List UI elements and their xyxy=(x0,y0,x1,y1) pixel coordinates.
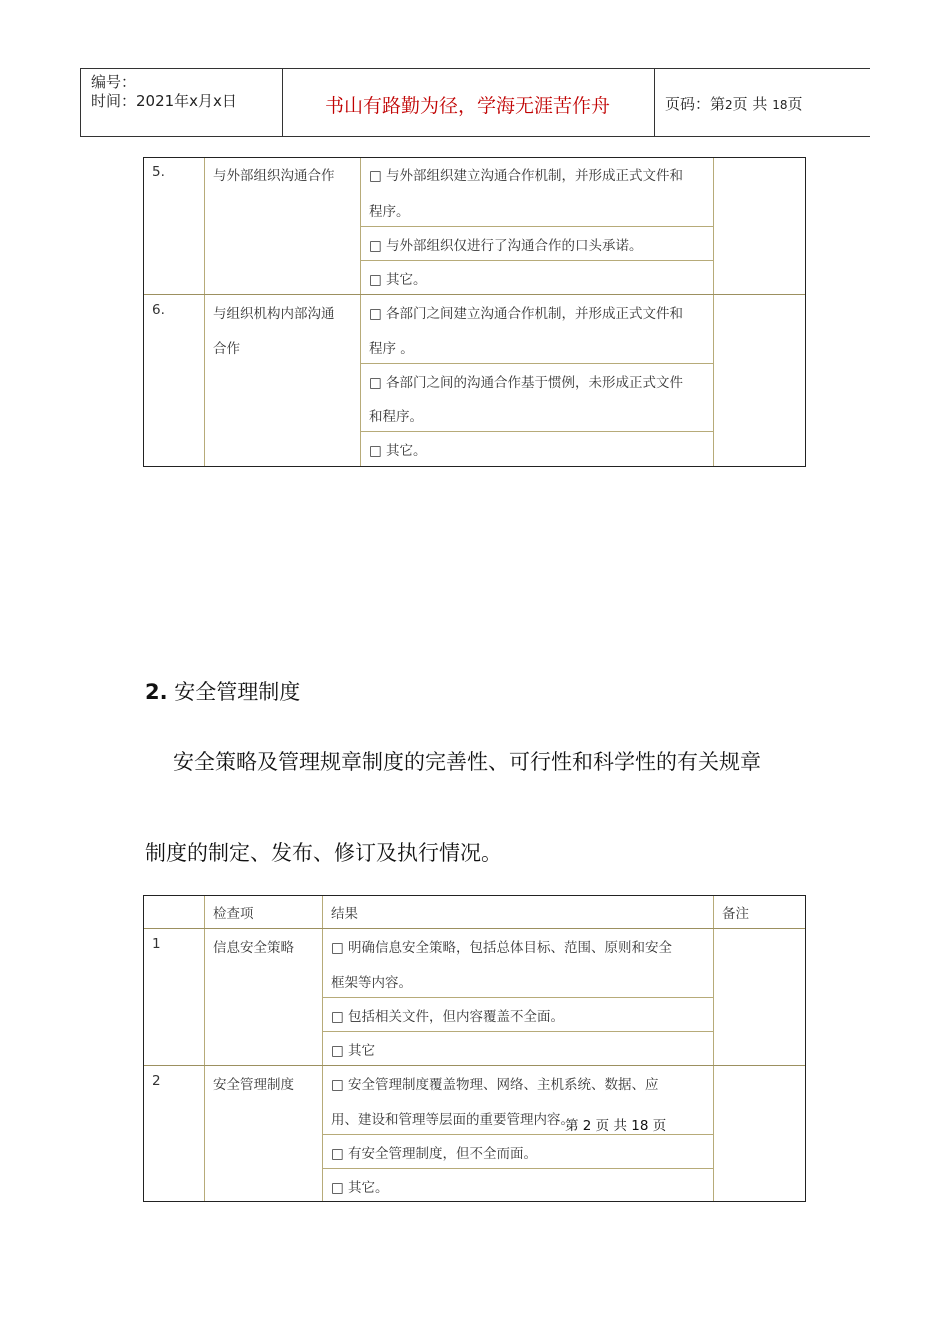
header-motto: 书山有路勤为径，学海无涯苦作舟 xyxy=(324,95,610,117)
checkbox-option[interactable]: □ 其它。 xyxy=(331,1180,389,1196)
checkbox-option-cont: 程序 。 xyxy=(369,341,414,357)
table-security-policy xyxy=(143,895,806,1202)
checkbox-option[interactable]: □ 与外部组织仅进行了沟通合作的口头承诺。 xyxy=(369,238,643,254)
checkbox-option[interactable]: □ 其它。 xyxy=(369,443,427,459)
section-paragraph-line2: 制度的制定、发布、修订及执行情况。 xyxy=(145,841,502,865)
page-indicator: 页码：第2页 共 18页 xyxy=(665,95,803,113)
checkbox-option[interactable]: □ 其它。 xyxy=(369,272,427,288)
section-paragraph-line1: 安全策略及管理规章制度的完善性、可行性和科学性的有关规章 xyxy=(173,750,761,774)
checkbox-option-cont: 和程序。 xyxy=(369,409,423,425)
checkbox-option-cont: 框架等内容。 xyxy=(331,975,412,991)
checkbox-option[interactable]: □ 安全管理制度覆盖物理、网络、主机系统、数据、应 xyxy=(331,1077,659,1093)
checkbox-option[interactable]: □ 有安全管理制度，但不全而面。 xyxy=(331,1146,538,1162)
table-row-number: 2 xyxy=(152,1073,161,1089)
number-label: 编号： xyxy=(91,73,137,91)
column-header-result: 结果 xyxy=(331,906,358,922)
checkbox-option[interactable]: □ 明确信息安全策略，包括总体目标、范围、原则和安全 xyxy=(331,940,673,956)
check-item-cont: 合作 xyxy=(213,341,240,357)
checkbox-option-cont: 程序。 xyxy=(369,204,410,220)
checkbox-option[interactable]: □ 各部门之间建立沟通合作机制，并形成正式文件和 xyxy=(369,306,684,322)
check-item: 与组织机构内部沟通 xyxy=(213,306,335,322)
page-footer: 第 2 页 共 18 页 xyxy=(565,1118,667,1134)
table-row-number: 6. xyxy=(152,302,165,318)
column-header-remark: 备注 xyxy=(722,906,749,922)
table-communication xyxy=(143,157,806,467)
checkbox-option[interactable]: □ 包括相关文件，但内容覆盖不全面。 xyxy=(331,1009,565,1025)
checkbox-option[interactable]: □ 各部门之间的沟通合作基于惯例，未形成正式文件 xyxy=(369,375,684,391)
table-row-number: 1 xyxy=(152,936,161,952)
checkbox-option-cont: 用、建设和管理等层面的重要管理内容。 xyxy=(331,1112,574,1128)
checkbox-option[interactable]: □ 其它 xyxy=(331,1043,376,1059)
time-label: 时间：2021年x月x日 xyxy=(91,92,237,110)
check-item: 安全管理制度 xyxy=(213,1077,294,1093)
check-item: 与外部组织沟通合作 xyxy=(213,168,335,184)
header-right-cell xyxy=(654,69,871,136)
table-row-number: 5. xyxy=(152,164,165,180)
checkbox-option[interactable]: □ 与外部组织建立沟通合作机制，并形成正式文件和 xyxy=(369,168,684,184)
column-header-item: 检查项 xyxy=(213,906,254,922)
page-header xyxy=(80,68,870,137)
check-item: 信息安全策略 xyxy=(213,940,294,956)
header-left-cell xyxy=(80,69,283,136)
section-heading: 2. 安全管理制度 xyxy=(145,680,301,704)
